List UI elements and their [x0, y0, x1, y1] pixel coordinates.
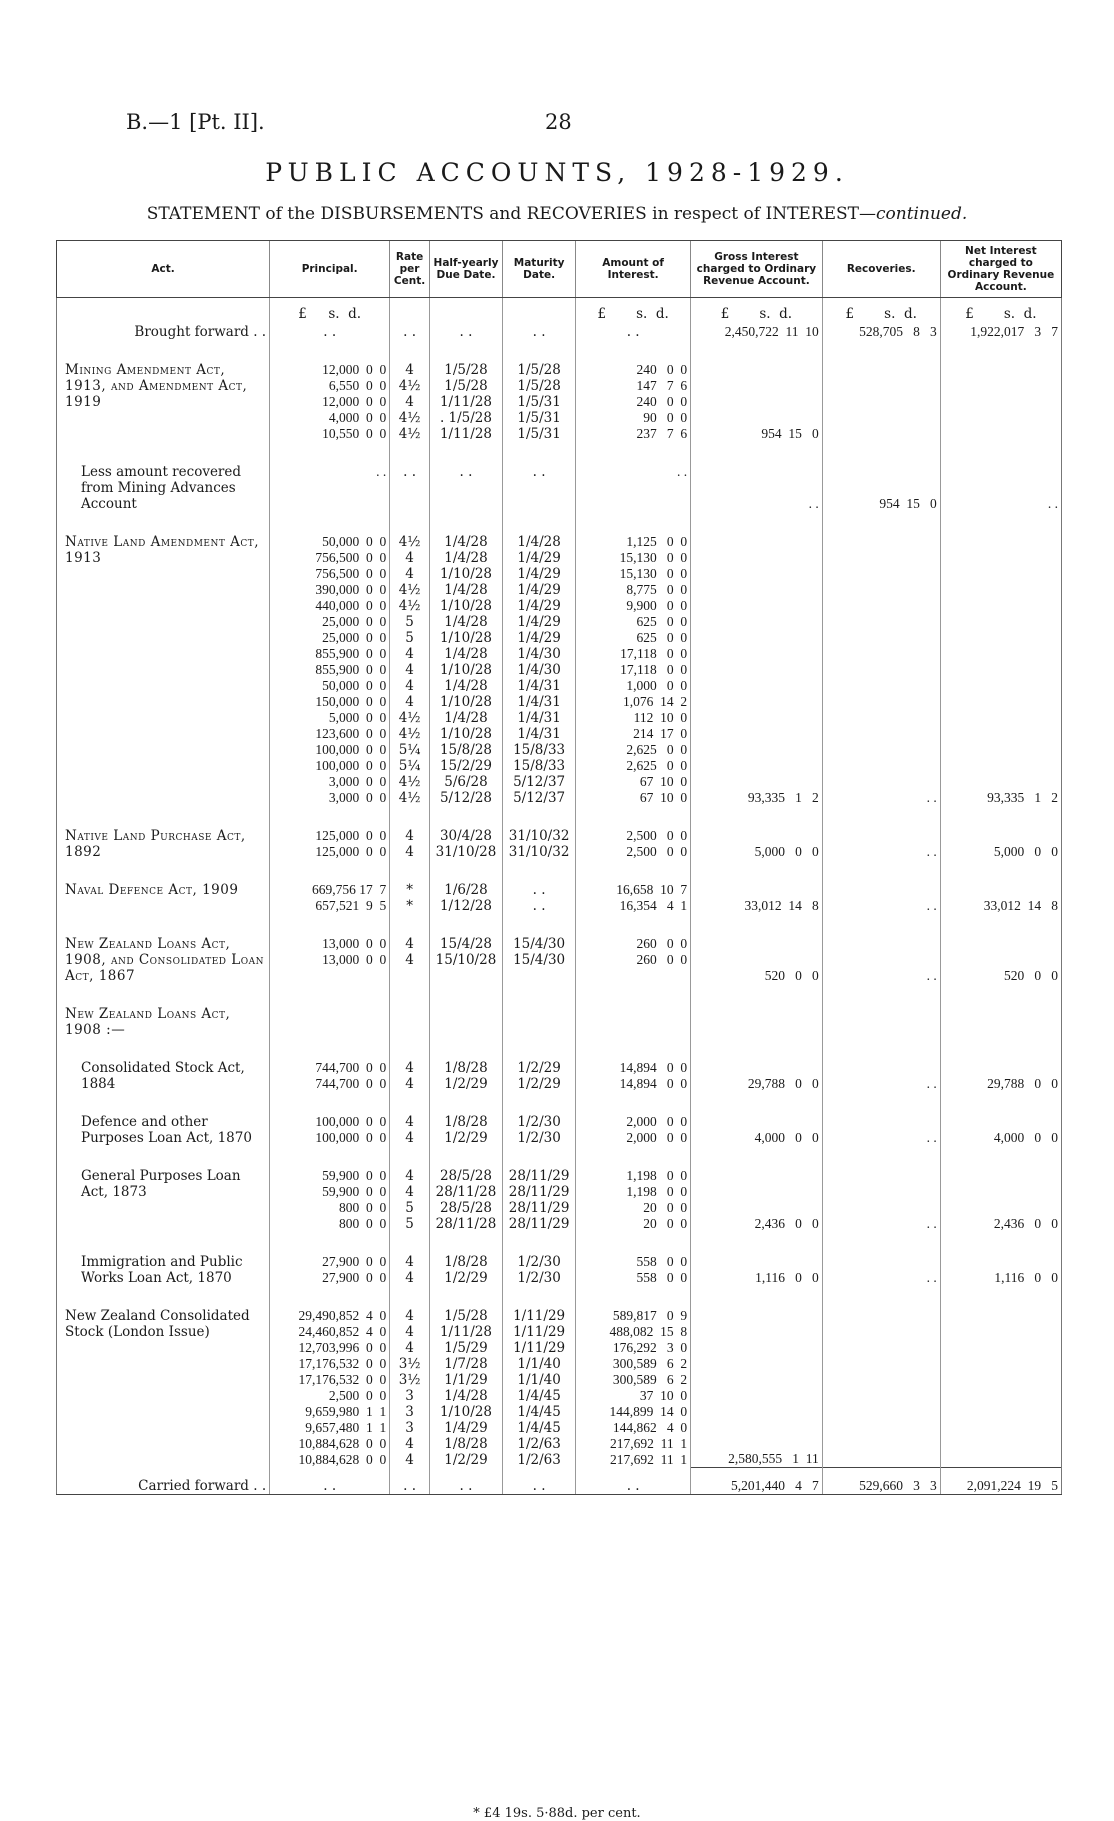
cf-amount: . .	[576, 1468, 691, 1495]
col-amount: Amount of Interest.	[576, 241, 691, 298]
units-row	[57, 298, 1062, 324]
cell-rate	[390, 1006, 430, 1038]
col-net: Net Interest charged to Ordinary Revenue Account.	[940, 241, 1061, 298]
section-row	[57, 1168, 1062, 1232]
cell-gross: 954 15 0	[691, 362, 823, 442]
section-spacer	[57, 512, 1062, 534]
cf-maturity: . .	[503, 1468, 576, 1495]
act-name: Immigration and Public Works Loan Act, 1870	[57, 1254, 270, 1286]
cell-amount: 2,500 0 0 2,500 0 0	[576, 828, 691, 860]
cell-amount: 260 0 0 260 0 0	[576, 936, 691, 984]
col-recoveries: Recoveries.	[822, 241, 940, 298]
brought-forward-label: Brought forward . .	[57, 324, 270, 340]
unit-amount: £ s. d.	[576, 298, 691, 324]
cell-net: 2,436 0 0	[940, 1168, 1061, 1232]
unit-recoveries: £ s. d.	[822, 298, 940, 324]
cell-maturity: 1/5/28 1/5/28 1/5/31 1/5/31 1/5/31	[503, 362, 576, 442]
section-row	[57, 936, 1062, 984]
cell-gross: 2,436 0 0	[691, 1168, 823, 1232]
cell-principal: 27,900 0 0 27,900 0 0	[270, 1254, 390, 1286]
section-spacer	[57, 914, 1062, 936]
cell-gross: 1,116 0 0	[691, 1254, 823, 1286]
cell-due	[429, 1006, 502, 1038]
cell-due: 1/5/28 1/11/28 1/5/29 1/7/28 1/1/29 1/4/28 1/10/28 1/4/29 1/8/28 1/2/29	[429, 1308, 502, 1468]
cell-recoveries: . .	[822, 936, 940, 984]
unit-net: £ s. d.	[940, 298, 1061, 324]
cell-net: . .	[940, 464, 1061, 512]
cell-amount: 2,000 0 0 2,000 0 0	[576, 1114, 691, 1146]
cell-recoveries	[822, 1308, 940, 1468]
cf-principal: . .	[270, 1468, 390, 1495]
bf-amount: . .	[576, 324, 691, 340]
col-act: Act.	[57, 241, 270, 298]
cf-rate: . .	[390, 1468, 430, 1495]
cell-due: 15/4/28 15/10/28	[429, 936, 502, 984]
cell-net: 4,000 0 0	[940, 1114, 1061, 1146]
cell-maturity: 15/4/30 15/4/30	[503, 936, 576, 984]
cell-gross: 5,000 0 0	[691, 828, 823, 860]
cell-due: 1/4/28 1/4/28 1/10/28 1/4/28 1/10/28 1/4/28 1/10/28 1/4/28 1/10/28 1/4/28 1/10/28 1/4/28 1/10/28 15/8/28 15/2/29 5/6/28 5/12/28	[429, 534, 502, 806]
cell-gross: 2,580,555 1 11	[691, 1308, 823, 1468]
act-name: New Zealand Loans Act, 1908, and Consolidated Loan Act, 1867	[57, 936, 270, 984]
document-reference: B.—1 [Pt. II].	[126, 110, 265, 134]
carried-forward-label: Carried forward . .	[57, 1468, 270, 1495]
cell-net: 520 0 0	[940, 936, 1061, 984]
col-maturity: Maturity Date.	[503, 241, 576, 298]
section-row	[57, 362, 1062, 442]
cell-principal: 59,900 0 0 59,900 0 0 800 0 0 800 0 0	[270, 1168, 390, 1232]
section-row	[57, 882, 1062, 914]
bf-principal: . .	[270, 324, 390, 340]
section-row	[57, 1060, 1062, 1092]
section-spacer	[57, 806, 1062, 828]
cell-maturity: 31/10/32 31/10/32	[503, 828, 576, 860]
unit-principal: £ s. d.	[270, 298, 390, 324]
cell-principal: 125,000 0 0 125,000 0 0	[270, 828, 390, 860]
cf-gross: 5,201,440 4 7	[691, 1468, 823, 1495]
cell-principal: 12,000 0 0 6,550 0 0 12,000 0 0 4,000 0 0 10,550 0 0	[270, 362, 390, 442]
cf-recoveries: 529,660 3 3	[822, 1468, 940, 1495]
cell-gross: . .	[691, 464, 823, 512]
cell-principal	[270, 1006, 390, 1038]
cell-rate: . .	[390, 464, 430, 512]
cell-amount: 14,894 0 0 14,894 0 0	[576, 1060, 691, 1092]
page-number: 28	[545, 110, 572, 134]
section-spacer	[57, 1038, 1062, 1060]
act-name: Defence and other Purposes Loan Act, 1870	[57, 1114, 270, 1146]
cell-net: 29,788 0 0	[940, 1060, 1061, 1092]
cell-recoveries: . .	[822, 1254, 940, 1286]
bf-maturity: . .	[503, 324, 576, 340]
act-name: Mining Amendment Act, 1913, and Amendment Act, 1919	[57, 362, 270, 442]
cell-maturity: 1/2/30 1/2/30	[503, 1254, 576, 1286]
cell-amount: 1,198 0 0 1,198 0 0 20 0 0 20 0 0	[576, 1168, 691, 1232]
cf-due: . .	[429, 1468, 502, 1495]
cell-rate: 4 4	[390, 1254, 430, 1286]
cell-principal: 669,756 17 7 657,521 9 5	[270, 882, 390, 914]
cell-due: 1/8/28 1/2/29	[429, 1114, 502, 1146]
cell-principal: 13,000 0 0 13,000 0 0	[270, 936, 390, 984]
cell-amount: 589,817 0 9 488,082 15 8 176,292 3 0 300,589 6 2 300,589 6 2 37 10 0 144,899 14 0 144,862 4 0 217,692 11 1 217,692 11 1	[576, 1308, 691, 1468]
footnote: * £4 19s. 5·88d. per cent.	[473, 1806, 641, 1821]
section-spacer	[57, 1232, 1062, 1254]
cell-principal: 100,000 0 0 100,000 0 0	[270, 1114, 390, 1146]
cell-net	[940, 362, 1061, 442]
cell-rate: 4 4 4 3½ 3½ 3 3 3 4 4	[390, 1308, 430, 1468]
section-row	[57, 1006, 1062, 1038]
act-name: Native Land Purchase Act, 1892	[57, 828, 270, 860]
cell-amount: 240 0 0 147 7 6 240 0 0 90 0 0 237 7 6	[576, 362, 691, 442]
brought-forward-row	[57, 324, 1062, 340]
subtitle-main: STATEMENT of the DISBURSEMENTS and RECOVERIES in respect of INTEREST—	[146, 204, 877, 224]
act-name: New Zealand Consolidated Stock (London Issue)	[57, 1308, 270, 1468]
cell-maturity: 1/4/28 1/4/29 1/4/29 1/4/29 1/4/29 1/4/29 1/4/29 1/4/30 1/4/30 1/4/31 1/4/31 1/4/31 1/4/31 15/8/33 15/8/33 5/12/37 5/12/37	[503, 534, 576, 806]
cell-due: 30/4/28 31/10/28	[429, 828, 502, 860]
cell-amount	[576, 1006, 691, 1038]
cell-recoveries: . .	[822, 534, 940, 806]
act-name: Less amount recovered from Mining Advances Account	[57, 464, 270, 512]
section-spacer	[57, 442, 1062, 464]
section-row	[57, 1254, 1062, 1286]
col-rate: Rate per Cent.	[390, 241, 430, 298]
cell-rate: 4 4 5 5	[390, 1168, 430, 1232]
cell-net: 1,116 0 0	[940, 1254, 1061, 1286]
cell-maturity: . .	[503, 464, 576, 512]
cell-recoveries: . .	[822, 1060, 940, 1092]
section-spacer	[57, 340, 1062, 362]
cell-principal: . .	[270, 464, 390, 512]
section-spacer	[57, 860, 1062, 882]
cell-rate: 4 4	[390, 1114, 430, 1146]
cell-principal: 50,000 0 0 756,500 0 0 756,500 0 0 390,000 0 0 440,000 0 0 25,000 0 0 25,000 0 0 855,900 0 0 855,900 0 0 50,000 0 0 150,000 0 0 5,000 0 0 123,600 0 0 100,000 0 0 100,000 0 0 3,000 0 0 3,000 0 0	[270, 534, 390, 806]
cell-principal: 744,700 0 0 744,700 0 0	[270, 1060, 390, 1092]
cell-net: 5,000 0 0	[940, 828, 1061, 860]
cell-gross: 33,012 14 8	[691, 882, 823, 914]
cell-rate: * *	[390, 882, 430, 914]
cell-amount: . .	[576, 464, 691, 512]
cell-amount: 16,658 10 7 16,354 4 1	[576, 882, 691, 914]
cell-gross: 93,335 1 2	[691, 534, 823, 806]
cell-gross: 29,788 0 0	[691, 1060, 823, 1092]
cell-rate: 4 4	[390, 1060, 430, 1092]
col-principal: Principal.	[270, 241, 390, 298]
act-name: General Purposes Loan Act, 1873	[57, 1168, 270, 1232]
column-header-row	[57, 241, 1062, 298]
cell-maturity: 1/2/30 1/2/30	[503, 1114, 576, 1146]
cell-recoveries: . .	[822, 828, 940, 860]
cell-rate: 4 4	[390, 936, 430, 984]
section-row	[57, 1114, 1062, 1146]
cell-due: 1/5/28 1/5/28 1/11/28 . 1/5/28 1/11/28	[429, 362, 502, 442]
section-spacer	[57, 984, 1062, 1006]
cell-due: 1/6/28 1/12/28	[429, 882, 502, 914]
cell-recoveries	[822, 1006, 940, 1038]
carried-forward-row	[57, 1468, 1062, 1495]
cell-maturity: 1/2/29 1/2/29	[503, 1060, 576, 1092]
col-due-date: Half-yearly Due Date.	[429, 241, 502, 298]
section-spacer	[57, 1092, 1062, 1114]
cell-due: 28/5/28 28/11/28 28/5/28 28/11/28	[429, 1168, 502, 1232]
cell-due: 1/8/28 1/2/29	[429, 1254, 502, 1286]
subtitle-continued: continued.	[876, 204, 968, 224]
cell-gross: 520 0 0	[691, 936, 823, 984]
cf-net: 2,091,224 19 5	[940, 1468, 1061, 1495]
section-row	[57, 828, 1062, 860]
statement-subtitle	[0, 204, 1114, 224]
section-row	[57, 534, 1062, 806]
cell-recoveries	[822, 362, 940, 442]
bf-gross: 2,450,722 11 10	[691, 324, 823, 340]
cell-rate: 4 4½ 4 4½ 4½	[390, 362, 430, 442]
cell-principal: 29,490,852 4 0 24,460,852 4 0 12,703,996 0 0 17,176,532 0 0 17,176,532 0 0 2,500 0 0 9,659,980 1 1 9,657,480 1 1 10,884,628 0 0 10,884,628 0 0	[270, 1308, 390, 1468]
cell-maturity: 1/11/29 1/11/29 1/11/29 1/1/40 1/1/40 1/4/45 1/4/45 1/4/45 1/2/63 1/2/63	[503, 1308, 576, 1468]
page-title: PUBLIC ACCOUNTS, 1928-1929.	[265, 158, 849, 187]
act-name: Consolidated Stock Act, 1884	[57, 1060, 270, 1092]
cell-recoveries: . .	[822, 1114, 940, 1146]
cell-gross	[691, 1006, 823, 1038]
bf-net: 1,922,017 3 7	[940, 324, 1061, 340]
cell-net	[940, 1006, 1061, 1038]
cell-net	[940, 1308, 1061, 1468]
unit-gross: £ s. d.	[691, 298, 823, 324]
cell-gross: 4,000 0 0	[691, 1114, 823, 1146]
bf-due: . .	[429, 324, 502, 340]
cell-due: 1/8/28 1/2/29	[429, 1060, 502, 1092]
section-spacer	[57, 1286, 1062, 1308]
table-body	[57, 298, 1062, 1468]
cell-net: 33,012 14 8	[940, 882, 1061, 914]
section-row	[57, 464, 1062, 512]
cell-amount: 1,125 0 0 15,130 0 0 15,130 0 0 8,775 0 0 9,900 0 0 625 0 0 625 0 0 17,118 0 0 17,118 0 0 1,000 0 0 1,076 14 2 112 10 0 214 17 0 2,625 0 0 2,625 0 0 67 10 0 67 10 0	[576, 534, 691, 806]
cell-rate: 4 4	[390, 828, 430, 860]
section-row	[57, 1308, 1062, 1468]
cell-recoveries: . .	[822, 882, 940, 914]
cell-maturity	[503, 1006, 576, 1038]
cell-amount: 558 0 0 558 0 0	[576, 1254, 691, 1286]
bf-recoveries: 528,705 8 3	[822, 324, 940, 340]
cell-maturity: 28/11/29 28/11/29 28/11/29 28/11/29	[503, 1168, 576, 1232]
cell-due: . .	[429, 464, 502, 512]
interest-statement-table	[56, 240, 1062, 1495]
cell-maturity: . . . .	[503, 882, 576, 914]
act-name: Native Land Amendment Act, 1913	[57, 534, 270, 806]
cell-rate: 4½ 4 4 4½ 4½ 5 5 4 4 4 4 4½ 4½ 5¼ 5¼ 4½ 4½	[390, 534, 430, 806]
cell-net: 93,335 1 2	[940, 534, 1061, 806]
col-gross: Gross Interest charged to Ordinary Revenue Account.	[691, 241, 823, 298]
bf-rate: . .	[390, 324, 430, 340]
cell-recoveries: 954 15 0	[822, 464, 940, 512]
cell-recoveries: . .	[822, 1168, 940, 1232]
act-name: New Zealand Loans Act, 1908 :—	[57, 1006, 270, 1038]
act-name: Naval Defence Act, 1909	[57, 882, 270, 914]
section-spacer	[57, 1146, 1062, 1168]
